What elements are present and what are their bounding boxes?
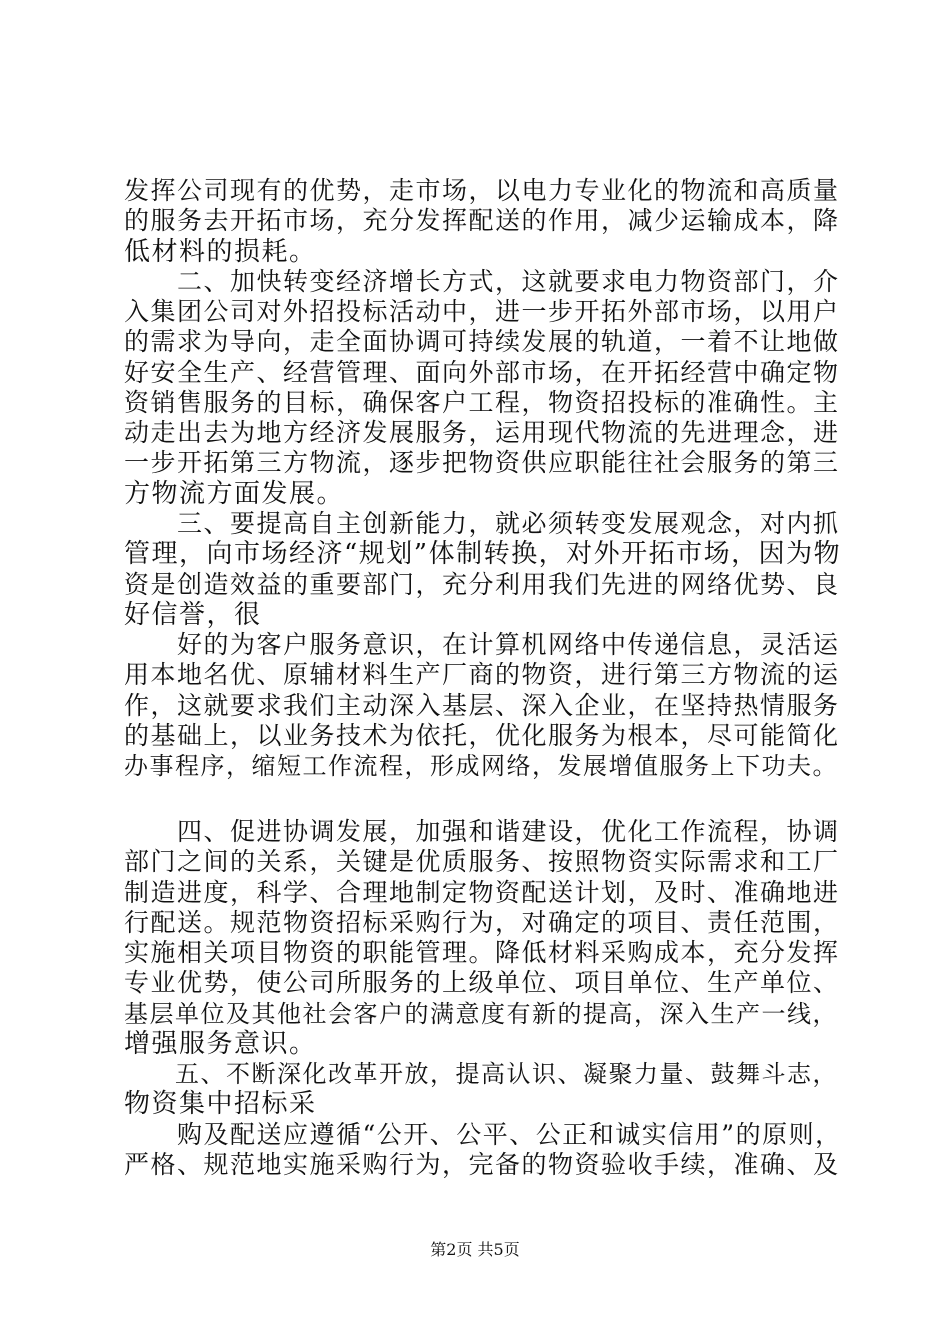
text-line: 四、促进协调发展，加强和谐建设，优化工作流程，协调 [124,817,840,847]
text-line: 行配送。规范物资招标采购行为，对确定的项目、责任范围， [124,907,840,937]
text-line: 管理，向市场经济“规划”体制转换，对外开拓市场，因为物 [124,539,842,570]
text-line: 的基础上，以业务技术为依托，优化服务为根本，尽可能简化 [124,720,840,750]
text-line: 物资集中招标采 [124,1089,317,1120]
text-line: 购及配送应遵循“公开、公平、公正和诚实信用”的原则， [124,1119,842,1149]
text-line: 资是创造效益的重要部门，充分利用我们先进的网络优势、良 [124,569,840,599]
text-line: 基层单位及其他社会客户的满意度有新的提高，深入生产一线， [124,999,838,1028]
text-line: 方物流方面发展。 [124,478,345,509]
text-line: 五、不断深化改革开放，提高认识、凝聚力量、鼓舞斗志， [124,1060,838,1089]
text-line: 办事程序，缩短工作流程，形成网络，发展增值服务上下功夫。 [124,752,838,781]
text-line: 二、加快转变经济增长方式，这就要求电力物资部门，介 [124,266,840,296]
text-line: 专业优势，使公司所服务的上级单位、项目单位、生产单位、 [124,968,840,998]
text-line: 好的为客户服务意识，在计算机网络中传递信息，灵活运 [124,630,840,660]
text-line: 制造进度，科学、合理地制定物资配送计划，及时、准确地进 [124,877,840,907]
text-line: 的需求为导向，走全面协调可持续发展的轨道，一着不让地做 [124,327,840,357]
text-line: 用本地名优、原辅材料生产厂商的物资，进行第三方物流的运 [124,660,840,690]
text-line: 作，这就要求我们主动深入基层、深入企业，在坚持热情服务 [124,690,840,720]
text-line: 一步开拓第三方物流，逐步把物资供应职能往社会服务的第三 [124,448,840,478]
text-line: 入集团公司对外招投标活动中，进一步开拓外部市场，以用户 [124,297,840,327]
text-line: 严格、规范地实施采购行为，完备的物资验收手续，准确、及 [124,1150,840,1179]
page-footer: 第2页 共5页 [430,1240,520,1259]
text-line: 增强服务意识。 [124,1028,317,1059]
text-line: 好信誉，很 [124,599,262,630]
text-line: 动走出去为地方经济发展服务，运用现代物流的先进理念，进 [124,418,840,448]
text-line: 资销售服务的目标，确保客户工程，物资招投标的准确性。主 [124,387,840,417]
text-line: 的服务去开拓市场，充分发挥配送的作用，减少运输成本，降 [124,206,840,236]
text-line: 部门之间的关系，关键是优质服务、按照物资实际需求和工厂 [124,847,840,877]
text-line: 好安全生产、经营管理、面向外部市场，在开拓经营中确定物 [124,357,840,387]
text-line: 低材料的损耗。 [124,236,317,267]
text-line: 发挥公司现有的优势，走市场，以电力专业化的物流和高质量 [124,176,840,205]
text-line: 实施相关项目物资的职能管理。降低材料采购成本，充分发挥 [124,938,840,968]
text-line: 三、要提高自主创新能力，就必须转变发展观念，对内抓 [124,508,840,538]
